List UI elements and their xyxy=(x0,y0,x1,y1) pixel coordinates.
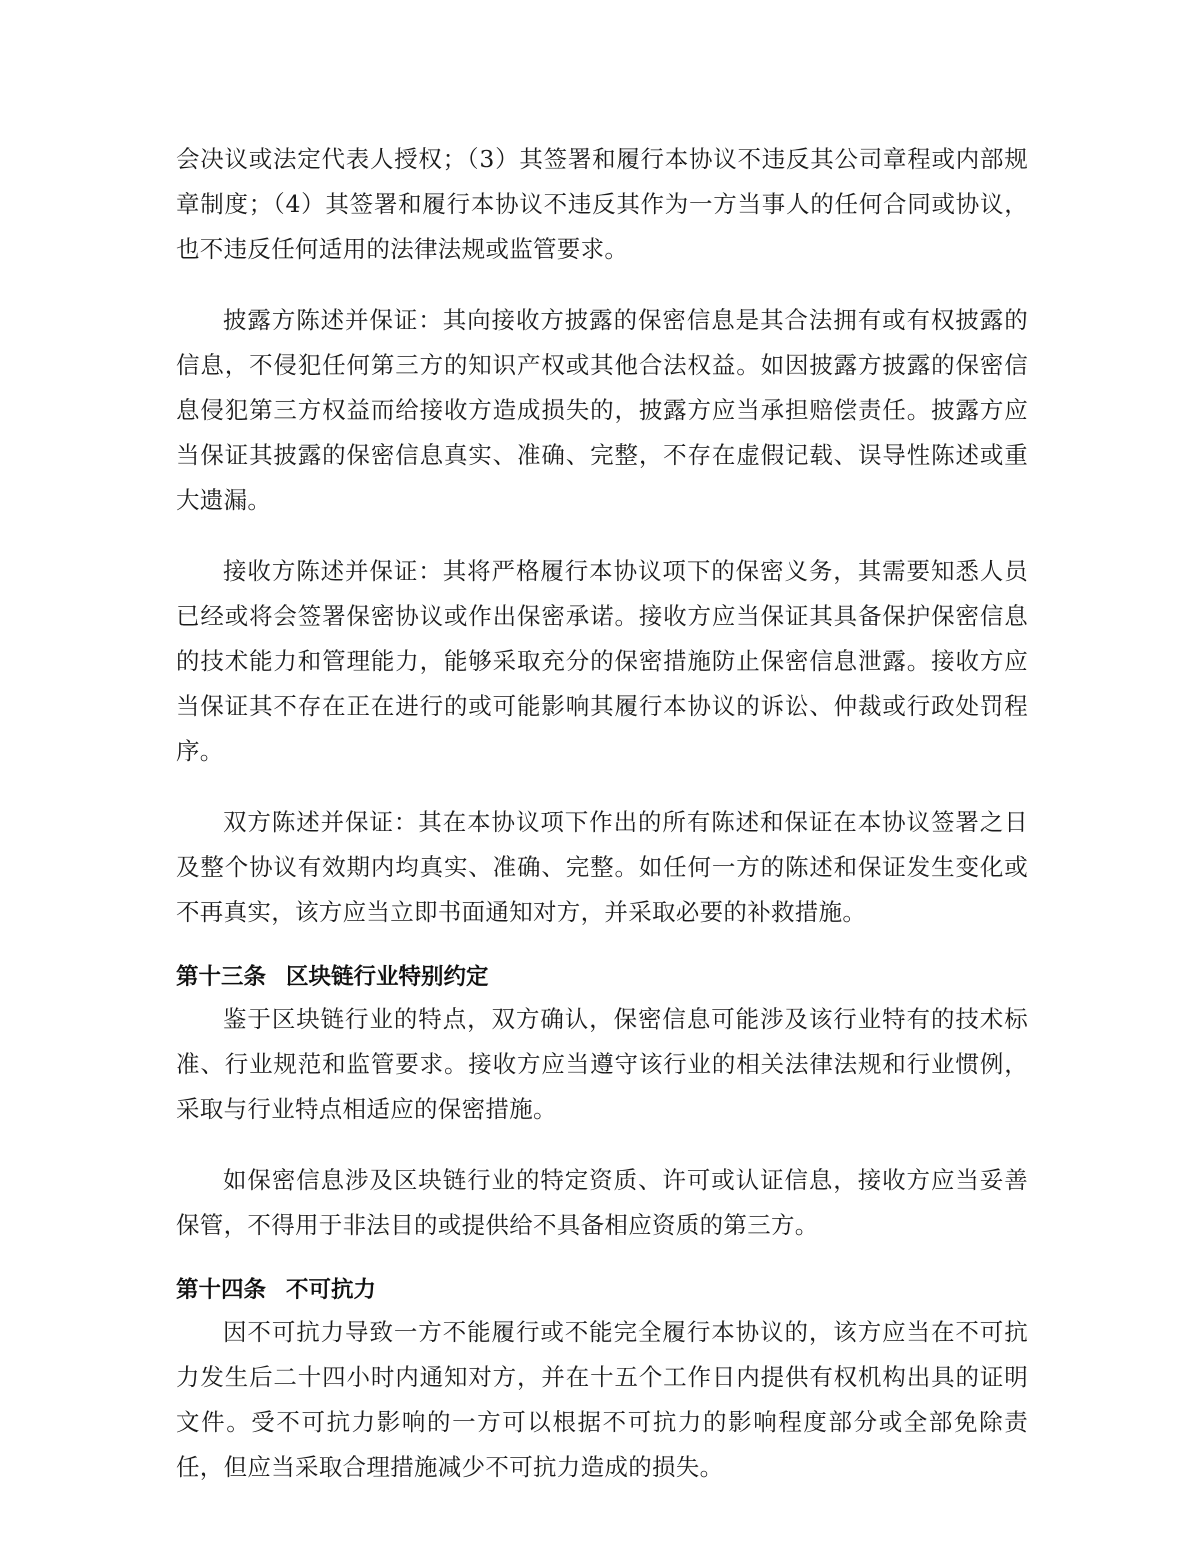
article-13-title: 区块链行业特别约定 xyxy=(286,964,489,990)
article-14-number: 第十四条 xyxy=(176,1277,267,1303)
article-13-heading xyxy=(176,957,1028,997)
paragraph-discloser-warranty: 披露方陈述并保证：其向接收方披露的保密信息是其合法拥有或有权披露的信息，不侵犯任何第三方的知识产权或其他合法权益。如因披露方披露的保密信息侵犯第三方权益而给接收方造成损失的，披露方应当承担赔偿责任。披露方应当保证其披露的保密信息真实、准确、完整，不存在虚假记载、误导性陈述或重大遗漏。 xyxy=(176,306,1028,514)
article-13-paragraph: 如保密信息涉及区块链行业的特定资质、许可或认证信息，接收方应当妥善保管，不得用于非法目的或提供给不具备相应资质的第三方。 xyxy=(176,1166,1028,1239)
article-14-paragraph: 因不可抗力导致一方不能履行或不能完全履行本协议的，该方应当在不可抗力发生后二十四小时内通知对方，并在十五个工作日内提供有权机构出具的证明文件。受不可抗力影响的一方可以根据不可抗力的影响程度部分或全部免除责任，但应当采取合理措施减少不可抗力造成的损失。 xyxy=(176,1318,1028,1481)
article-14-title: 不可抗力 xyxy=(286,1277,377,1303)
article-13-number: 第十三条 xyxy=(176,964,267,990)
article-14-heading xyxy=(176,1270,1028,1310)
article-13-paragraph: 鉴于区块链行业的特点，双方确认，保密信息可能涉及该行业特有的技术标准、行业规范和监管要求。接收方应当遵守该行业的相关法律法规和行业惯例，采取与行业特点相适应的保密措施。 xyxy=(176,1005,1028,1123)
document-body xyxy=(176,137,1028,1490)
paragraph-recipient-warranty: 接收方陈述并保证：其将严格履行本协议项下的保密义务，其需要知悉人员已经或将会签署保密协议或作出保密承诺。接收方应当保证其具备保护保密信息的技术能力和管理能力，能够采取充分的保密措施防止保密信息泄露。接收方应当保证其不存在正在进行的或可能影响其履行本协议的诉讼、仲裁或行政处罚程序。 xyxy=(176,557,1028,765)
paragraph-continued: 会决议或法定代表人授权；（3）其签署和履行本协议不违反其公司章程或内部规章制度；（4）其签署和履行本协议不违反其作为一方当事人的任何合同或协议，也不违反任何适用的法律法规或监管要求。 xyxy=(176,145,1028,263)
paragraph-mutual-warranty: 双方陈述并保证：其在本协议项下作出的所有陈述和保证在本协议签署之日及整个协议有效期内均真实、准确、完整。如任何一方的陈述和保证发生变化或不再真实，该方应当立即书面通知对方，并采取必要的补救措施。 xyxy=(176,808,1028,926)
